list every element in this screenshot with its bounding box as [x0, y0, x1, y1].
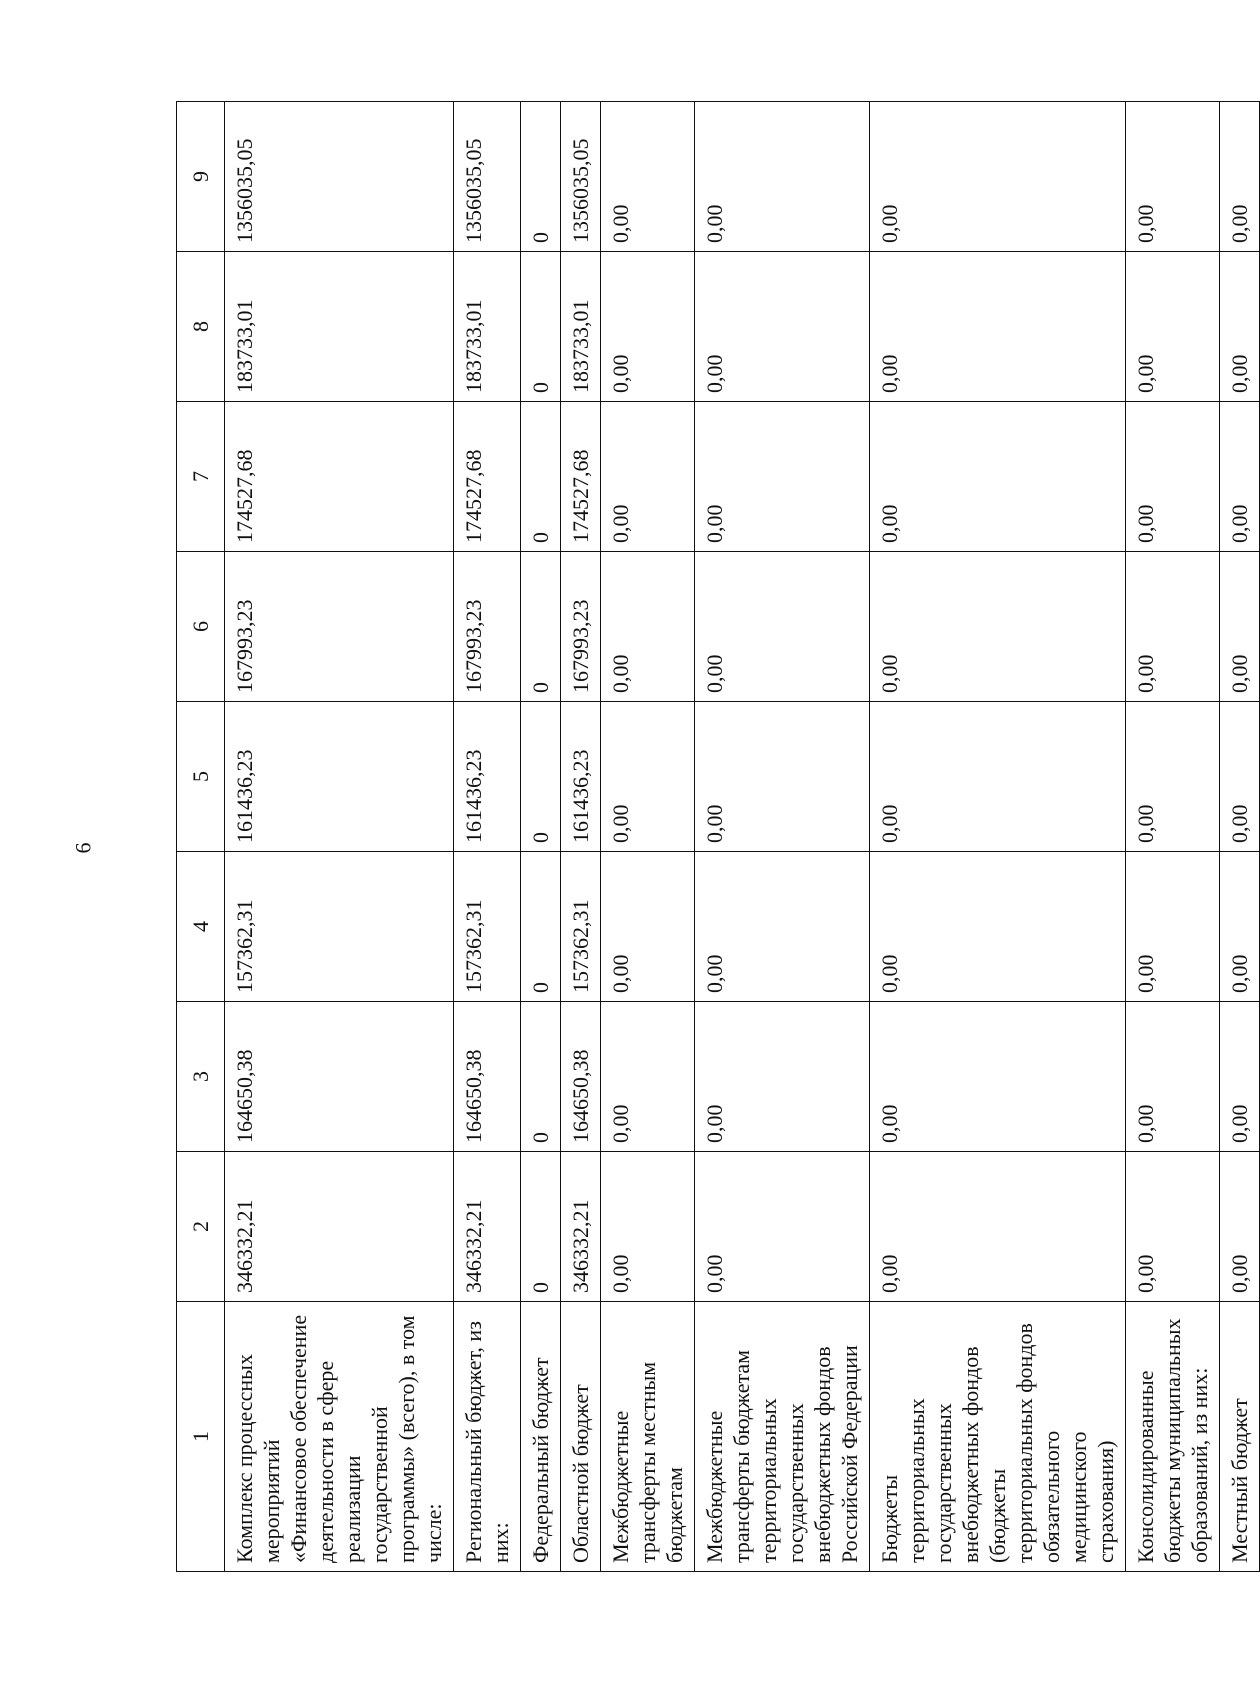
- value-cell: 0: [521, 252, 561, 402]
- value-cell: 0,00: [870, 552, 1126, 702]
- value-cell: 0,00: [1126, 402, 1220, 552]
- value-cell: 0,00: [1220, 252, 1260, 402]
- value-cell: 174527,68: [454, 402, 521, 552]
- header-cell: 4: [177, 852, 225, 1002]
- value-cell: 1356035,05: [454, 102, 521, 252]
- row-label: Межбюджетные трансферты бюджетам территориальных государственных внебюджетных фондов Российской Федерации: [695, 1302, 870, 1572]
- value-cell: 0,00: [1220, 1002, 1260, 1152]
- value-cell: 0,00: [1220, 1152, 1260, 1302]
- value-cell: 157362,31: [225, 852, 454, 1002]
- value-cell: 0,00: [870, 252, 1126, 402]
- header-cell: 5: [177, 702, 225, 852]
- table-row: [225, 102, 454, 1572]
- header-row: [177, 102, 225, 1572]
- value-cell: 0: [521, 102, 561, 252]
- value-cell: 0,00: [1126, 1002, 1220, 1152]
- value-cell: 346332,21: [225, 1152, 454, 1302]
- value-cell: 161436,23: [454, 702, 521, 852]
- budget-table: [176, 101, 1260, 1572]
- value-cell: 0,00: [1126, 252, 1220, 402]
- value-cell: 0,00: [695, 702, 870, 852]
- value-cell: 0: [521, 852, 561, 1002]
- value-cell: 0,00: [870, 852, 1126, 1002]
- header-cell: 6: [177, 552, 225, 702]
- value-cell: 0,00: [1126, 552, 1220, 702]
- value-cell: 0,00: [1126, 1152, 1220, 1302]
- value-cell: 346332,21: [454, 1152, 521, 1302]
- row-label: Бюджеты территориальных государственных внебюджетных фондов (бюджеты территориальных фондов обязательного медицинского страхования): [870, 1302, 1126, 1572]
- header-cell: 7: [177, 402, 225, 552]
- value-cell: 0,00: [870, 402, 1126, 552]
- value-cell: 0,00: [1126, 102, 1220, 252]
- header-cell: 8: [177, 252, 225, 402]
- row-label: Консолидированные бюджеты муниципальных образований, из них:: [1126, 1302, 1220, 1572]
- value-cell: 0,00: [601, 702, 695, 852]
- table-row: [695, 102, 870, 1572]
- row-label: Региональный бюджет, из них:: [454, 1302, 521, 1572]
- value-cell: 167993,23: [561, 552, 601, 702]
- value-cell: 167993,23: [454, 552, 521, 702]
- value-cell: 0: [521, 552, 561, 702]
- value-cell: 167993,23: [225, 552, 454, 702]
- value-cell: 183733,01: [454, 252, 521, 402]
- row-label: Межбюджетные трансферты местным бюджетам: [601, 1302, 695, 1572]
- value-cell: 0,00: [1220, 102, 1260, 252]
- value-cell: 164650,38: [561, 1002, 601, 1152]
- value-cell: 183733,01: [561, 252, 601, 402]
- value-cell: 0,00: [601, 252, 695, 402]
- row-label: Местный бюджет: [1220, 1302, 1260, 1572]
- value-cell: 0,00: [1126, 852, 1220, 1002]
- value-cell: 161436,23: [561, 702, 601, 852]
- header-cell: 9: [177, 102, 225, 252]
- value-cell: 0,00: [1220, 702, 1260, 852]
- value-cell: 0: [521, 702, 561, 852]
- header-cell: 1: [177, 1302, 225, 1572]
- value-cell: 0: [521, 1002, 561, 1152]
- value-cell: 157362,31: [561, 852, 601, 1002]
- value-cell: 0,00: [695, 552, 870, 702]
- value-cell: 157362,31: [454, 852, 521, 1002]
- value-cell: 0,00: [1220, 552, 1260, 702]
- value-cell: 0,00: [601, 552, 695, 702]
- value-cell: 0,00: [1126, 702, 1220, 852]
- table-row: [521, 102, 561, 1572]
- value-cell: 0,00: [695, 1002, 870, 1152]
- value-cell: 0,00: [870, 702, 1126, 852]
- row-label: Федеральный бюджет: [521, 1302, 561, 1572]
- value-cell: 0,00: [695, 252, 870, 402]
- value-cell: 0,00: [1220, 852, 1260, 1002]
- table-row: [601, 102, 695, 1572]
- table-row: [870, 102, 1126, 1572]
- value-cell: 164650,38: [454, 1002, 521, 1152]
- value-cell: 0,00: [601, 1152, 695, 1302]
- value-cell: 0,00: [601, 852, 695, 1002]
- page-number: 6: [70, 842, 96, 854]
- row-label: Областной бюджет: [561, 1302, 601, 1572]
- value-cell: 0,00: [601, 402, 695, 552]
- table-row: [1220, 102, 1260, 1572]
- table-row: [561, 102, 601, 1572]
- table-row: [454, 102, 521, 1572]
- value-cell: 161436,23: [225, 702, 454, 852]
- value-cell: 0,00: [695, 402, 870, 552]
- header-cell: 3: [177, 1002, 225, 1152]
- value-cell: 0,00: [601, 1002, 695, 1152]
- value-cell: 0,00: [695, 102, 870, 252]
- value-cell: 0,00: [870, 102, 1126, 252]
- value-cell: 0,00: [601, 102, 695, 252]
- row-label: Комплекс процессных мероприятий «Финансовое обеспечение деятельности в сфере реализации государственной программы» (всего), в том числе:: [225, 1302, 454, 1572]
- value-cell: 1356035,05: [225, 102, 454, 252]
- value-cell: 164650,38: [225, 1002, 454, 1152]
- value-cell: 346332,21: [561, 1152, 601, 1302]
- value-cell: 1356035,05: [561, 102, 601, 252]
- value-cell: 0,00: [870, 1002, 1126, 1152]
- table-row: [1126, 102, 1220, 1572]
- value-cell: 0,00: [695, 852, 870, 1002]
- value-cell: 0,00: [1220, 402, 1260, 552]
- value-cell: 174527,68: [561, 402, 601, 552]
- value-cell: 0: [521, 402, 561, 552]
- value-cell: 183733,01: [225, 252, 454, 402]
- value-cell: 0: [521, 1152, 561, 1302]
- value-cell: 0,00: [870, 1152, 1126, 1302]
- header-cell: 2: [177, 1152, 225, 1302]
- value-cell: 0,00: [695, 1152, 870, 1302]
- value-cell: 174527,68: [225, 402, 454, 552]
